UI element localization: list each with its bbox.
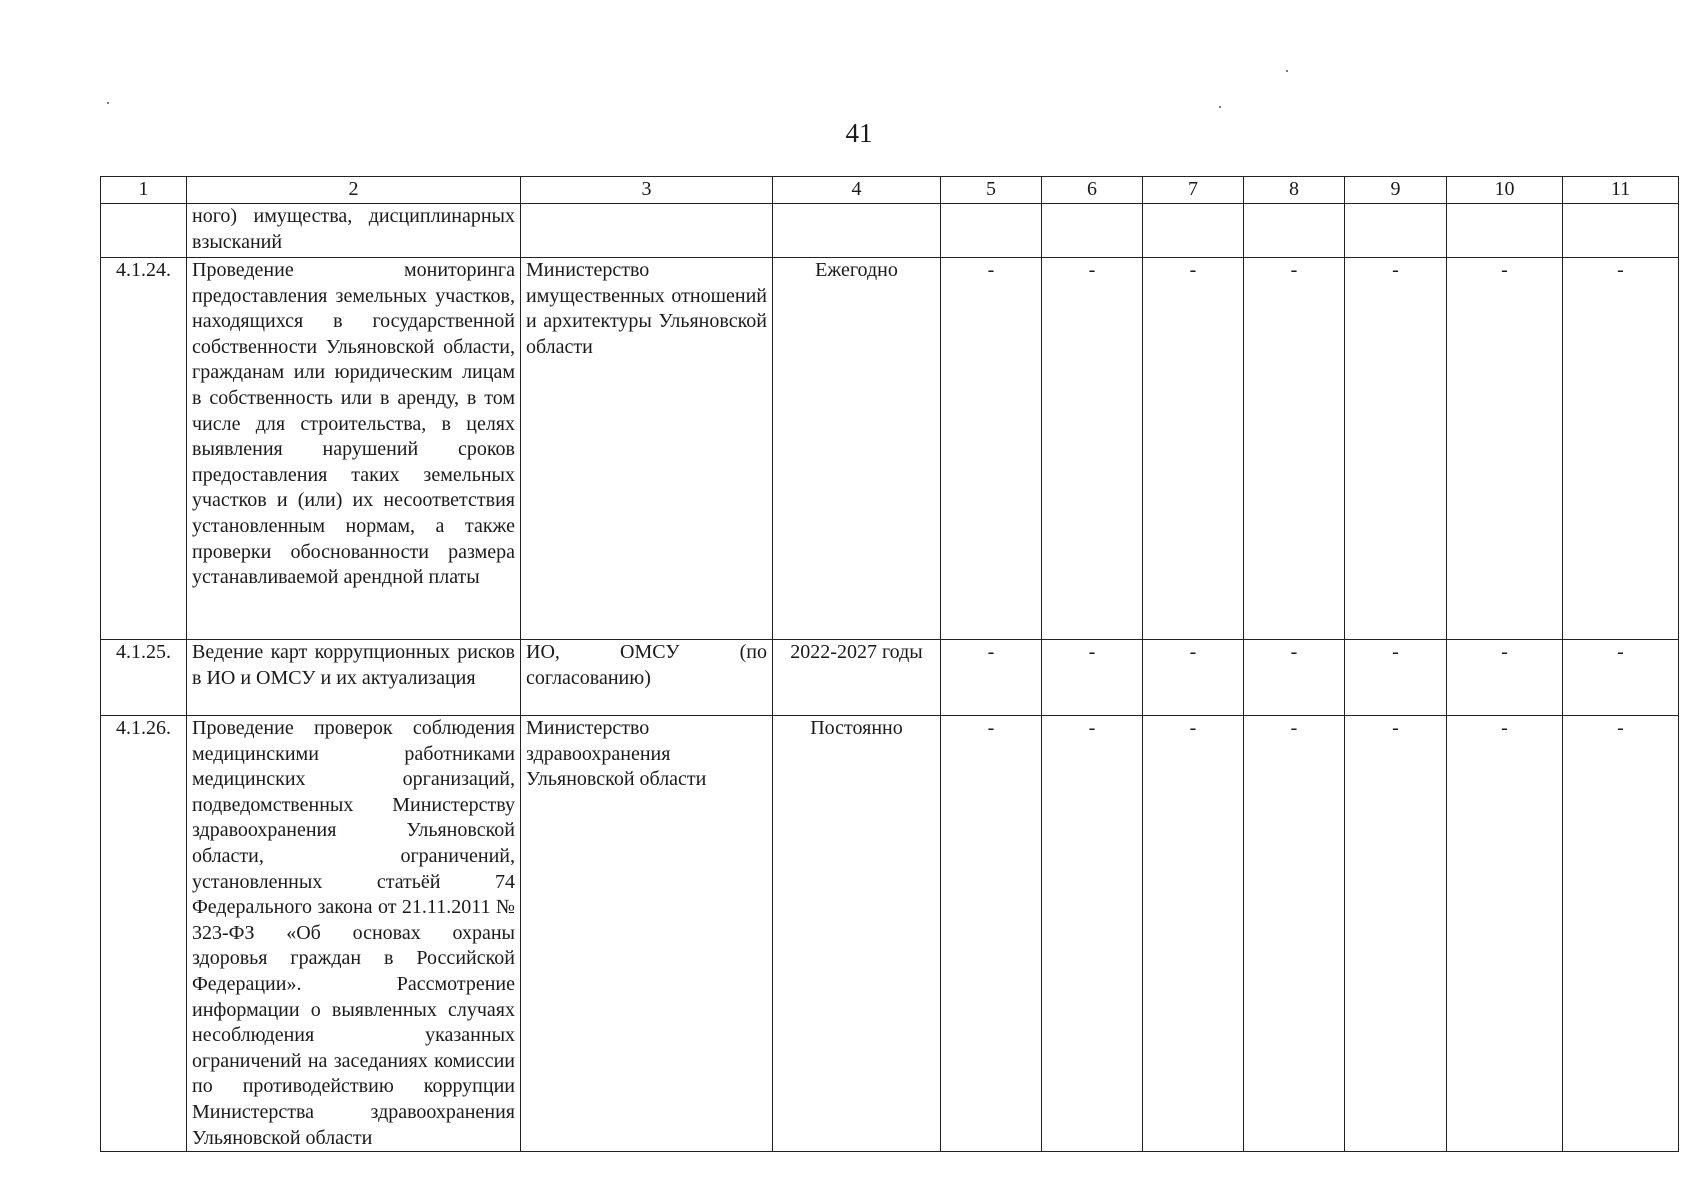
table-row bbox=[101, 716, 1679, 1152]
responsible-party bbox=[521, 204, 773, 258]
value-cell: - bbox=[1042, 640, 1143, 716]
row-number: 4.1.25. bbox=[101, 640, 187, 716]
measures-table bbox=[100, 176, 1679, 1152]
measure-description: Ведение карт коррупционных рисков в ИО и ОМСУ и их актуализация bbox=[187, 640, 521, 716]
table-row bbox=[101, 640, 1679, 716]
row-number: 4.1.24. bbox=[101, 258, 187, 640]
scan-speck bbox=[1219, 106, 1221, 108]
value-cell: - bbox=[1143, 258, 1244, 640]
value-cell: - bbox=[1143, 716, 1244, 1152]
deadline: Постоянно bbox=[773, 716, 941, 1152]
header-cell: 7 bbox=[1143, 177, 1244, 204]
value-cell: - bbox=[1244, 258, 1345, 640]
row-number: 4.1.26. bbox=[101, 716, 187, 1152]
table-row bbox=[101, 258, 1679, 640]
responsible-party: Министерство имущественных отношений и архитектуры Ульяновской области bbox=[521, 258, 773, 640]
header-cell: 1 bbox=[101, 177, 187, 204]
value-cell: - bbox=[1345, 640, 1447, 716]
value-cell bbox=[1244, 204, 1345, 258]
header-cell: 10 bbox=[1447, 177, 1563, 204]
value-cell: - bbox=[1345, 716, 1447, 1152]
value-cell: - bbox=[941, 716, 1042, 1152]
value-cell bbox=[1563, 204, 1679, 258]
scan-speck bbox=[1286, 70, 1288, 72]
value-cell: - bbox=[1563, 258, 1679, 640]
value-cell: - bbox=[1563, 716, 1679, 1152]
deadline: Ежегодно bbox=[773, 258, 941, 640]
header-cell: 11 bbox=[1563, 177, 1679, 204]
measure-description: Проведение мониторинга предоставления земельных участков, находящихся в государственной собственности Ульяновской области, гражданам или юридическим лицам в собственность или в аренду, в том числе для строительства, в целях выявления нарушений сроков предоставления таких земельных участков и (или) их несоответствия установленным нормам, а также проверки обоснованности размера устанавливаемой арендной платы bbox=[187, 258, 521, 640]
header-row bbox=[101, 177, 1679, 204]
value-cell bbox=[1143, 204, 1244, 258]
deadline bbox=[773, 204, 941, 258]
value-cell: - bbox=[941, 640, 1042, 716]
value-cell: - bbox=[1042, 716, 1143, 1152]
header-cell: 5 bbox=[941, 177, 1042, 204]
measure-description: ного) имущества, дисциплинарных взысканий bbox=[187, 204, 521, 258]
value-cell bbox=[1042, 204, 1143, 258]
header-cell: 8 bbox=[1244, 177, 1345, 204]
value-cell: - bbox=[1447, 640, 1563, 716]
responsible-party: Министерство здравоохранения Ульяновской области bbox=[521, 716, 773, 1152]
value-cell: - bbox=[1143, 640, 1244, 716]
deadline: 2022-2027 годы bbox=[773, 640, 941, 716]
header-cell: 2 bbox=[187, 177, 521, 204]
header-cell: 9 bbox=[1345, 177, 1447, 204]
value-cell bbox=[941, 204, 1042, 258]
header-cell: 6 bbox=[1042, 177, 1143, 204]
measure-description: Проведение проверок соблюдения медицинскими работниками медицинских организаций, подведомственных Министерству здравоохранения Ульяновской области, ограничений, установленных статьёй 74 Федерального закона от 21.11.2011 № 323-ФЗ «Об основах охраны здоровья граждан в Российской Федерации». Рассмотрение информации о выявленных случаях несоблюдения указанных ограничений на заседаниях комиссии по противодействию коррупции Министерства здравоохранения Ульяновской области bbox=[187, 716, 521, 1152]
value-cell: - bbox=[1447, 716, 1563, 1152]
value-cell: - bbox=[1345, 258, 1447, 640]
value-cell: - bbox=[1244, 716, 1345, 1152]
table-row bbox=[101, 204, 1679, 258]
value-cell: - bbox=[941, 258, 1042, 640]
value-cell bbox=[1345, 204, 1447, 258]
scan-speck bbox=[107, 102, 109, 104]
header-cell: 4 bbox=[773, 177, 941, 204]
responsible-party: ИО, ОМСУ (по согласованию) bbox=[521, 640, 773, 716]
value-cell bbox=[1447, 204, 1563, 258]
header-cell: 3 bbox=[521, 177, 773, 204]
value-cell: - bbox=[1042, 258, 1143, 640]
value-cell: - bbox=[1563, 640, 1679, 716]
value-cell: - bbox=[1244, 640, 1345, 716]
row-number bbox=[101, 204, 187, 258]
value-cell: - bbox=[1447, 258, 1563, 640]
page-number: 41 bbox=[845, 118, 873, 148]
